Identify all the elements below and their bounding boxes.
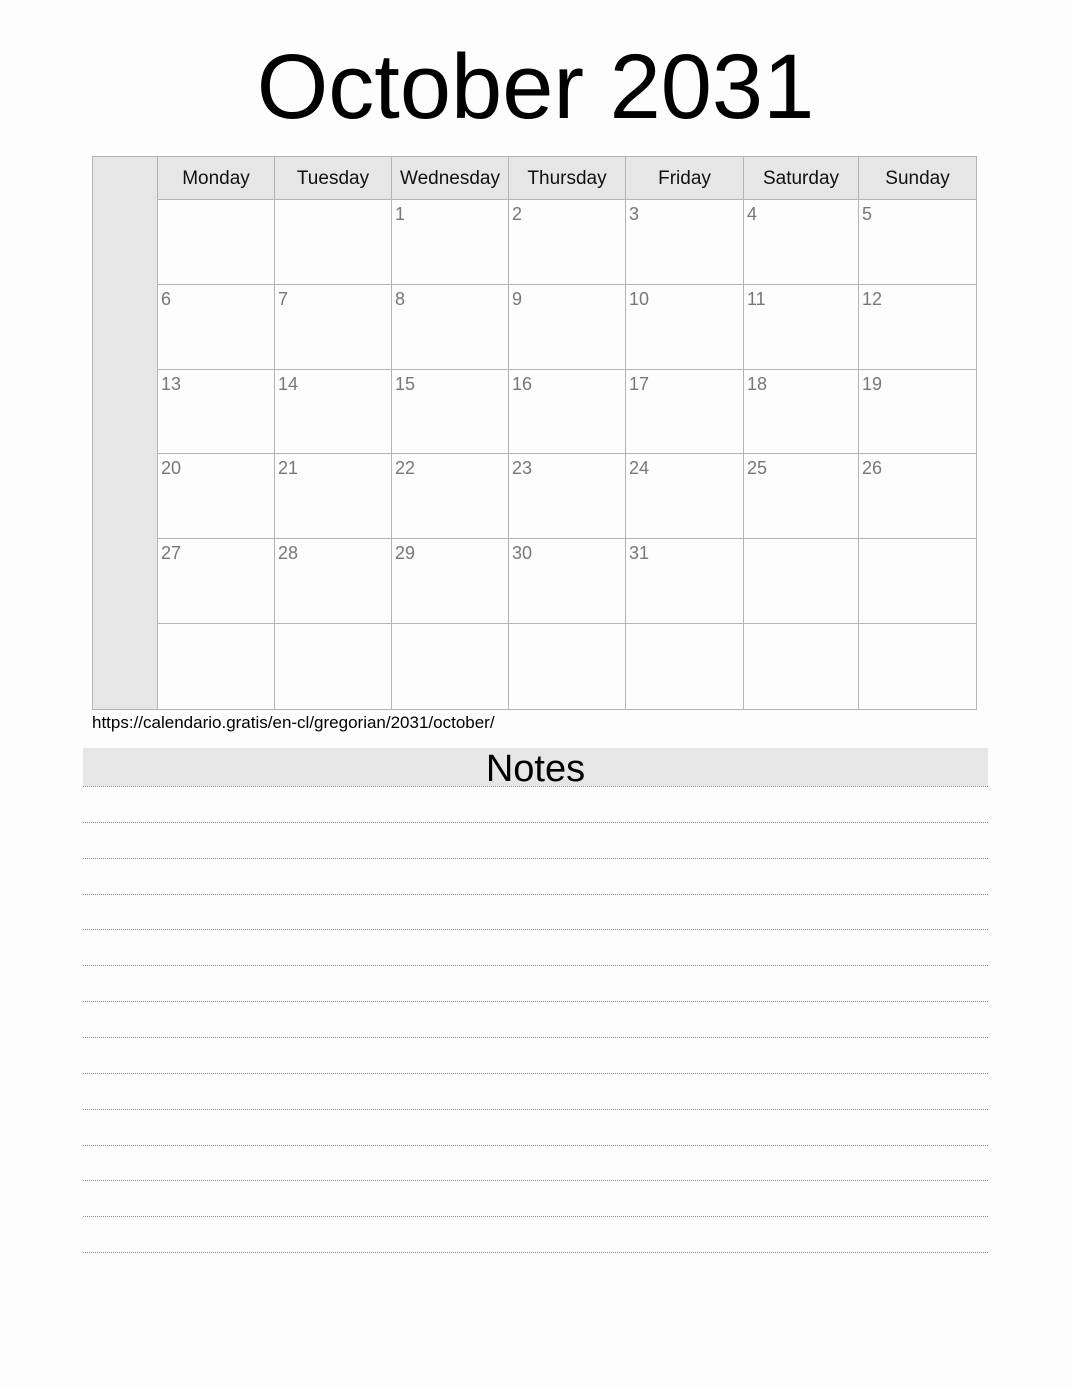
note-line[interactable] [83,1073,988,1074]
day-number: 18 [747,373,768,394]
day-number: 16 [512,373,533,394]
day-cell[interactable] [158,454,275,539]
day-cell[interactable] [509,454,626,539]
week-number-column [93,157,158,709]
day-number: 14 [278,373,299,394]
day-number: 8 [395,288,406,309]
weekday-saturday: Saturday [744,157,859,199]
note-line[interactable] [83,894,988,895]
note-line[interactable] [83,1037,988,1038]
calendar-grid [92,156,977,710]
day-cell[interactable] [509,285,626,370]
note-line[interactable] [83,1180,988,1181]
day-number: 28 [278,543,299,564]
day-number: 9 [512,288,523,309]
note-line[interactable] [83,822,988,823]
day-number: 6 [161,288,172,309]
day-cell[interactable] [275,539,392,624]
day-number: 19 [862,373,883,394]
day-cell[interactable] [275,370,392,455]
day-cell[interactable] [859,539,976,624]
weekday-monday: Monday [158,157,275,199]
day-cell[interactable] [158,285,275,370]
day-number: 13 [161,373,182,394]
day-cell[interactable] [275,285,392,370]
day-number: 21 [278,458,299,479]
day-number: 15 [395,373,416,394]
day-number: 22 [395,458,416,479]
day-number: 7 [278,288,289,309]
day-cell[interactable] [275,624,392,709]
calendar-title: October 2031 [256,36,815,138]
day-cell[interactable] [744,624,859,709]
weekday-thursday: Thursday [509,157,626,199]
note-line[interactable] [83,1216,988,1217]
day-cell[interactable] [859,370,976,455]
day-cell[interactable] [509,624,626,709]
day-cell[interactable] [158,539,275,624]
day-cell[interactable] [626,539,744,624]
day-number: 17 [629,373,650,394]
day-cell[interactable] [158,370,275,455]
day-cell[interactable] [275,200,392,285]
day-cell[interactable] [275,454,392,539]
day-number: 5 [862,204,873,224]
day-cell[interactable] [859,624,976,709]
day-number: 27 [161,543,182,564]
day-number: 26 [862,458,883,479]
day-cell[interactable] [626,624,744,709]
day-cell[interactable] [744,200,859,285]
day-number: 10 [629,288,650,309]
day-number: 4 [747,204,758,224]
weekday-sunday: Sunday [885,168,950,189]
day-cell[interactable] [509,539,626,624]
day-cell[interactable] [744,370,859,455]
day-cell[interactable] [744,285,859,370]
weekday-wednesday: Wednesday [392,157,509,199]
day-cell[interactable] [158,624,275,709]
weekday-tuesday: Tuesday [275,157,392,199]
notes-heading: Notes [83,748,988,786]
day-cell[interactable] [626,285,744,370]
day-number: 20 [161,458,182,479]
day-number: 3 [629,204,640,224]
day-number: 25 [747,458,768,479]
day-number: 23 [512,458,533,479]
day-number: 2 [512,204,523,224]
day-cell[interactable] [626,454,744,539]
day-number: 24 [629,458,650,479]
note-line[interactable] [83,1001,988,1002]
day-number: 12 [862,288,883,309]
day-cell[interactable] [859,200,976,285]
day-cell[interactable] [392,370,509,455]
day-cell[interactable] [626,370,744,455]
day-cell[interactable] [626,200,744,285]
day-cell[interactable] [859,285,976,370]
day-cell[interactable] [859,454,976,539]
note-line[interactable] [83,1252,988,1253]
day-number: 1 [395,204,406,224]
day-cell[interactable] [392,539,509,624]
note-line[interactable] [83,1109,988,1110]
day-cell[interactable] [509,370,626,455]
weekday-friday: Friday [626,157,744,199]
day-number: 11 [747,288,766,309]
weekday-header-row [158,157,976,200]
day-number: 29 [395,543,416,564]
note-line[interactable] [83,858,988,859]
day-cell[interactable] [509,200,626,285]
day-cell[interactable] [744,539,859,624]
day-number: 31 [629,543,650,564]
day-cell[interactable] [392,200,509,285]
note-line[interactable] [83,1145,988,1146]
day-cell[interactable] [392,624,509,709]
note-line[interactable] [83,786,988,787]
day-cell[interactable] [392,454,509,539]
day-cell[interactable] [744,454,859,539]
note-line[interactable] [83,965,988,966]
note-line[interactable] [83,929,988,930]
day-cell[interactable] [158,200,275,285]
day-number: 30 [512,543,533,564]
day-cell[interactable] [392,285,509,370]
source-url[interactable]: https://calendario.gratis/en-cl/gregorian/2031/october/ [92,713,495,732]
